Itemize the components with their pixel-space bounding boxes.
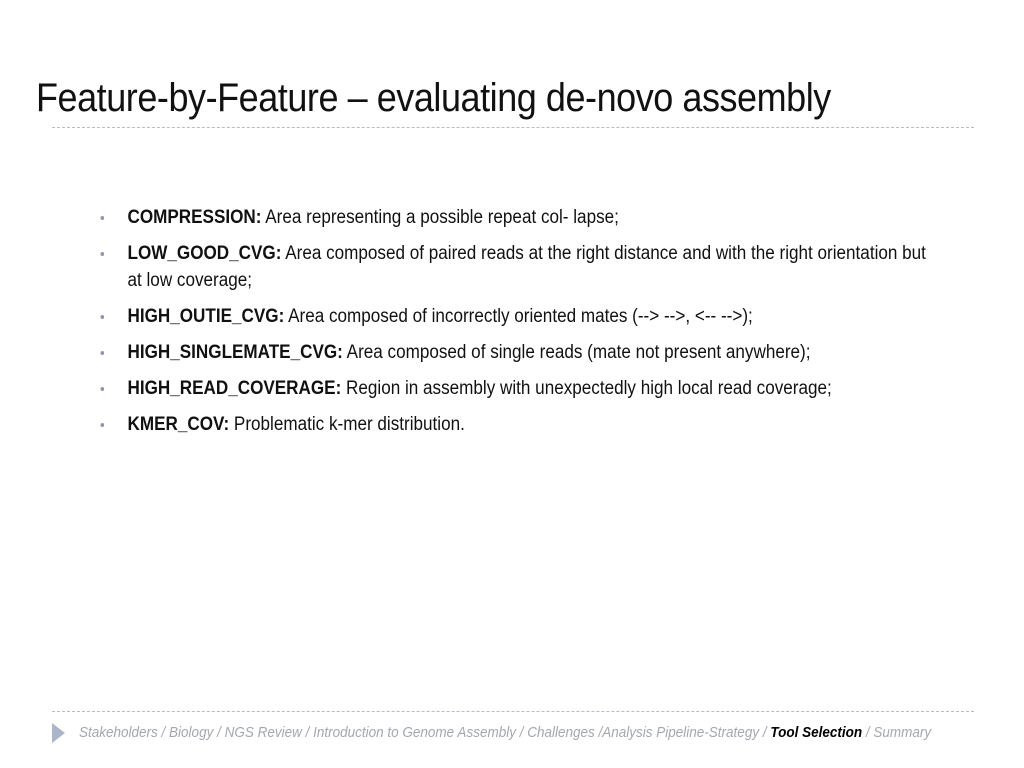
breadcrumb-summary: / Summary [862, 724, 932, 741]
bullet-term: HIGH_SINGLEMATE_CVG: [127, 342, 343, 363]
bullet-dot-icon [101, 216, 105, 220]
bullet-text: Problematic k-mer distribution. [229, 414, 465, 435]
bullet-dot-icon [101, 423, 105, 427]
footer-divider [52, 711, 974, 712]
bullet-dot-icon [101, 387, 105, 391]
breadcrumb-sections: Stakeholders / Biology / NGS Review / Introduction to Genome Assembly / Challenges /Analysis Pipeline-Strategy / [79, 724, 771, 741]
bullet-item-high-singlemate-cvg [96, 339, 938, 366]
title-divider [52, 127, 974, 128]
bullet-item-high-outie-cvg [96, 303, 938, 330]
breadcrumb-current-section: Tool Selection [770, 724, 863, 741]
bullet-item-low-good-cvg [96, 240, 938, 294]
slide-title: Feature-by-Feature – evaluating de-novo assembly [36, 76, 831, 120]
bullet-term: LOW_GOOD_CVG: [127, 243, 282, 264]
bullet-item-kmer-cov [96, 411, 938, 438]
play-arrow-icon [52, 723, 65, 743]
bullet-text: Area composed of incorrectly oriented mates (--> -->, <-- -->); [284, 306, 753, 327]
bullet-term: HIGH_OUTIE_CVG: [127, 306, 285, 327]
footer-breadcrumb [79, 723, 931, 743]
bullet-term: COMPRESSION: [127, 207, 262, 228]
bullet-text: Area representing a possible repeat col- lapse; [261, 207, 619, 228]
bullet-text: Area composed of single reads (mate not present anywhere); [342, 342, 811, 363]
bullet-text: Area composed of paired reads at the right distance and with the right orientation but at low coverage; [127, 243, 926, 291]
bullet-list [96, 204, 926, 447]
bullet-dot-icon [101, 315, 105, 319]
bullet-term: KMER_COV: [127, 414, 230, 435]
bullet-item-high-read-coverage [96, 375, 938, 402]
bullet-dot-icon [101, 351, 105, 355]
bullet-text: Region in assembly with unexpectedly high local read coverage; [341, 378, 832, 399]
bullet-dot-icon [101, 252, 105, 256]
bullet-item-compression [96, 204, 938, 231]
bullet-term: HIGH_READ_COVERAGE: [127, 378, 342, 399]
